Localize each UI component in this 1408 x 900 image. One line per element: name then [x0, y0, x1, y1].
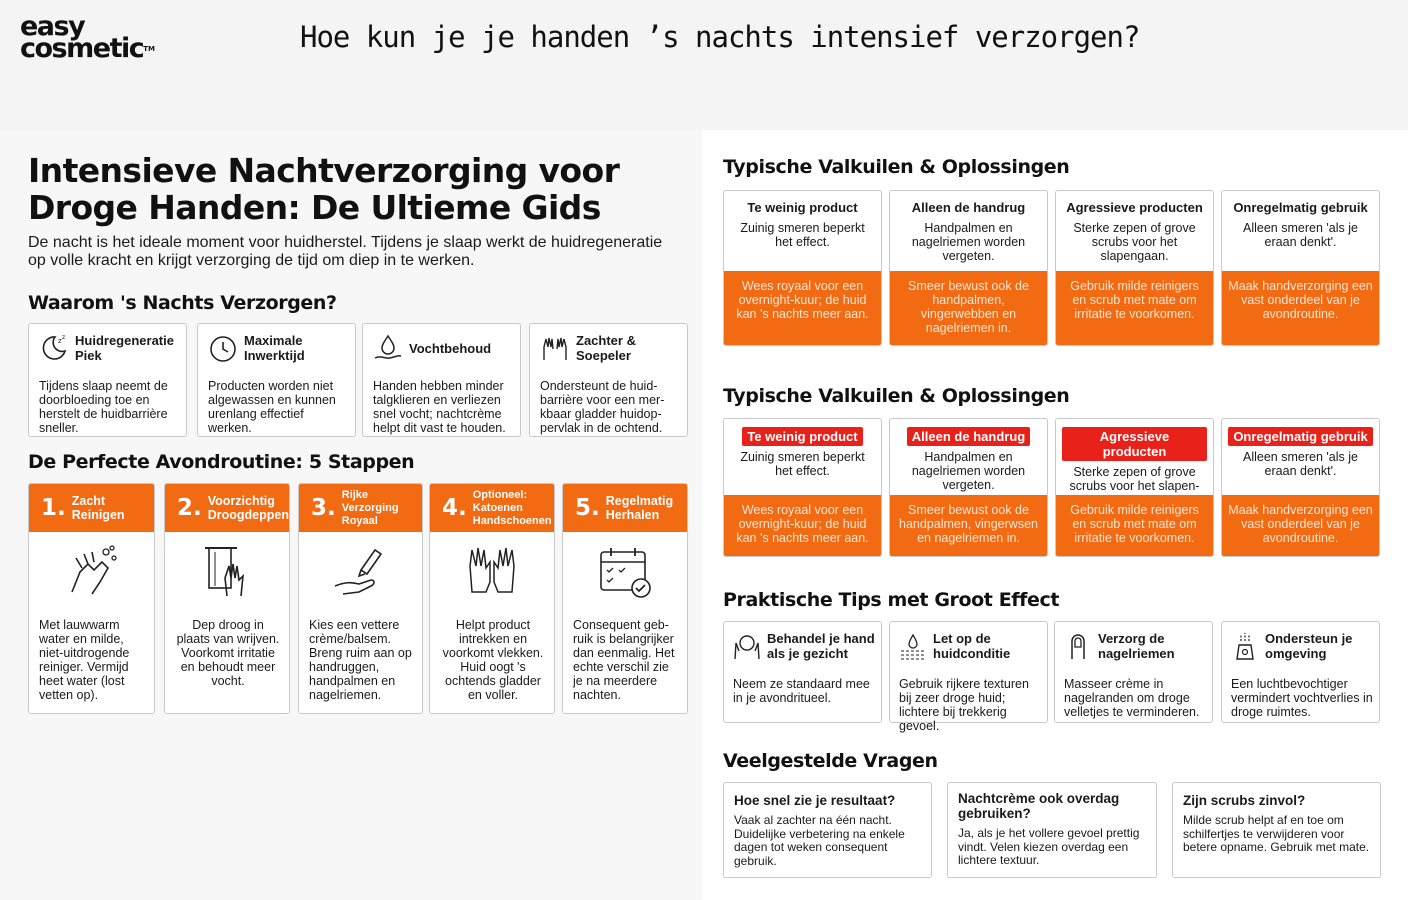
why-text: Producten worden niet algewassen en kunnen urenlang effectief werken.	[208, 379, 336, 435]
step-number: 5.	[575, 495, 600, 521]
why-card	[197, 323, 356, 437]
pitfall-solution: Maak handverzorging een vast onderdeel van je avondroutine.	[1222, 495, 1379, 556]
brand-logo	[20, 11, 180, 64]
pitfall-solution: Wees royaal voor een overnight-kuur; de huid kan 's nachts meer aan.	[724, 271, 881, 345]
pitfall-solution: Wees royaal voor een overnight-kuur; de huid kan 's nachts meer aan.	[724, 495, 881, 556]
why-title: Zachter & Soepeler	[576, 333, 636, 363]
pitfall-solution: Maak handverzorging een vast onderdeel van je avondroutine.	[1222, 271, 1379, 345]
pitfall-card	[1221, 418, 1380, 557]
humidifier-icon	[1231, 631, 1259, 661]
nail-icon	[1064, 631, 1092, 661]
tip-card	[1221, 621, 1380, 723]
guide-title: Intensieve Nachtverzorging voor Droge Handen: De Ultieme Gids	[28, 151, 620, 227]
tip-card	[889, 621, 1048, 733]
tip-card	[1054, 621, 1213, 723]
faq-question: Nachtcrème ook overdag gebruiken?	[958, 791, 1120, 821]
pitfall-problem: Alleen smeren 'als je eraan denkt'.	[1243, 221, 1358, 249]
tip-title: Behandel je hand als je gezicht	[767, 631, 875, 661]
step-text: Consequent geb- ruik is belangrijker dan eenmalig. Het echte verschil zie je na meerdere nachten.	[573, 618, 675, 702]
tips-heading: Praktische Tips met Groot Effect	[723, 589, 1060, 611]
pitfall-solution: Gebruik milde reinigers en scrub met mate om irritatie te voorkomen.	[1056, 271, 1213, 345]
cream-tube-hand-icon	[331, 542, 391, 602]
why-card	[28, 323, 187, 437]
guide-intro: De nacht is het ideale moment voor huidherstel. Tijdens je slaap werkt de huidregeneratie op volle kracht en krijgt verzorging de tijd om diep in te werken.	[28, 234, 663, 269]
step-label: Voorzichtig Droogdeppen	[207, 494, 289, 522]
routine-heading: De Perfecte Avondroutine: 5 Stappen	[28, 451, 415, 473]
pitfall-title: Alleen de handrug	[907, 427, 1030, 446]
gloves-icon	[462, 542, 522, 602]
pitfall-title: Te weinig product	[747, 200, 858, 215]
step-card	[164, 483, 290, 714]
why-title: Maximale Inwerktijd	[244, 333, 305, 363]
step-number: 1.	[41, 495, 66, 521]
tip-title: Let op de huidconditie	[933, 631, 1011, 661]
pitfall-title: Onregelmatig gebruik	[1233, 200, 1368, 215]
pitfall-solution: Smeer bewust ook de handpalmen, vingerwebben en nagelriemen in.	[890, 271, 1047, 345]
face-hands-icon	[733, 631, 761, 661]
pitfall-card	[889, 418, 1048, 557]
pitfall-problem: Alleen smeren 'als je eraan denkt'.	[1243, 450, 1358, 478]
pitfall-title: Onregelmatig gebruik	[1228, 427, 1372, 446]
tip-text: Een luchtbevochtiger vermindert vochtverlies in droge ruimtes.	[1231, 677, 1373, 719]
brand-name: cosmetic	[20, 33, 144, 64]
why-heading: Waarom 's Nachts Verzorgen?	[28, 292, 337, 314]
trademark: TM	[143, 45, 155, 53]
pitfall-problem: Sterke zepen of grove scrubs voor het slapen-	[1069, 465, 1200, 493]
tip-title: Ondersteun je omgeving	[1265, 631, 1353, 661]
clock-icon	[208, 333, 238, 363]
step-label: Regelmatig Herhalen	[605, 494, 674, 522]
skin-condition-icon	[899, 631, 927, 661]
pitfall-problem: Handpalmen en nagelriemen worden vergeten.	[911, 450, 1026, 492]
step-text: Helpt product intrekken en voorkomt vlekken. Huid oogt 's ochtends gladder en voller.	[442, 618, 544, 702]
step-card	[562, 483, 688, 714]
step-label: Optioneel: Katoenen Handschoenen	[472, 488, 552, 527]
pitfall-card	[889, 190, 1048, 346]
hands-icon	[540, 333, 570, 363]
svg-text:z: z	[62, 334, 66, 341]
pitfall-title: Agressieve producten	[1066, 200, 1203, 215]
tip-title: Verzorg de nagelriemen	[1098, 631, 1175, 661]
why-text: Tijdens slaap neemt de doorbloeding toe en herstelt de huidbarrière sneller.	[39, 379, 168, 435]
tip-text: Neem ze standaard mee in je avondritueel.	[733, 677, 870, 705]
pitfall-title: Te weinig product	[742, 427, 862, 446]
step-card	[28, 483, 155, 714]
step-text: Met lauwwarm water en milde, niet-uitdrogende reiniger. Vermijd heet water (lost vetten op).	[39, 618, 130, 702]
why-card	[362, 323, 521, 437]
pitfall-solution: Gebruik milde reinigers en scrub met mate om irritatie te voorkomen.	[1056, 495, 1213, 556]
faq-heading: Veelgestelde Vragen	[723, 750, 938, 772]
step-text: Dep droog in plaats van wrijven. Voorkomt irritatie en behoudt meer vocht.	[176, 618, 280, 688]
page-title: Hoe kun je je handen ’s nachts intensief verzorgen?	[300, 20, 1140, 54]
step-number: 2.	[177, 495, 202, 521]
faq-question: Zijn scrubs zinvol?	[1183, 793, 1306, 808]
step-number: 4.	[442, 495, 467, 521]
step-label: Rijke Verzorging Royaal	[341, 488, 399, 527]
pitfall-card	[1221, 190, 1380, 346]
pitfall-card	[1055, 190, 1214, 346]
pitfall-title: Alleen de handrug	[911, 200, 1026, 215]
why-title: Vochtbehoud	[409, 341, 492, 356]
pitfalls-heading: Typische Valkuilen & Oplossingen	[723, 156, 1070, 178]
faq-card	[723, 782, 932, 878]
why-title: Huidregeneratie Piek	[75, 333, 174, 363]
tip-text: Masseer crème in nagelranden om droge velletjes te verminderen.	[1064, 677, 1200, 719]
calendar-check-icon	[595, 542, 655, 602]
svg-text:z: z	[58, 337, 62, 345]
pitfall-card	[723, 190, 882, 346]
why-text: Ondersteunt de huid- barrière voor een mer- kbaar gladder huidop- pervlak in de ochtend.	[540, 379, 665, 435]
step-text: Kies een vettere crème/balsem. Breng ruim aan op handruggen, handpalmen en nagelriemen.	[309, 618, 412, 702]
brand-line-2	[20, 33, 180, 64]
pitfalls-heading: Typische Valkuilen & Oplossingen	[723, 385, 1070, 407]
faq-card	[1172, 782, 1381, 878]
tip-card	[723, 621, 882, 723]
pitfall-problem: Zuinig smeren beperkt het effect.	[740, 450, 865, 478]
washing-hands-icon	[62, 542, 122, 602]
brand-line-1: easy	[20, 11, 85, 42]
faq-question: Hoe snel zie je resultaat?	[734, 793, 896, 808]
faq-card	[947, 782, 1157, 878]
why-card	[529, 323, 688, 437]
step-card	[429, 483, 555, 714]
pitfall-problem: Handpalmen en nagelriemen worden vergeten.	[911, 221, 1026, 263]
droplet-hand-icon	[373, 333, 403, 363]
step-number: 3.	[311, 495, 336, 521]
pitfall-solution: Smeer bewust ook de handpalmen, vingerwsen en nagelriemen in.	[890, 495, 1047, 556]
pitfall-title: Agressieve producten	[1062, 427, 1207, 461]
tip-text: Gebruik rijkere texturen bij zeer droge huid; lichtere bij trekkerig gevoel.	[899, 677, 1029, 733]
faq-answer: Vaak al zachter na één nacht. Duidelijke verbetering na enkele dagen tot weken consequent gebruik.	[734, 813, 905, 868]
pitfall-card	[1055, 418, 1214, 557]
towel-hand-icon	[197, 542, 257, 602]
pitfall-problem: Zuinig smeren beperkt het effect.	[740, 221, 865, 249]
faq-answer: Ja, als je het vollere gevoel prettig vindt. Velen kiezen overdag een lichtere textuur.	[958, 826, 1140, 867]
why-text: Handen hebben minder talgklieren en verliezen snel vocht; nachtcrème helpt dit vast te houden.	[373, 379, 506, 435]
step-label: Zacht Reinigen	[71, 494, 125, 522]
faq-answer: Milde scrub helpt af en toe om schilfertjes te verwijderen voor betere opname. Gebruik met mate.	[1183, 813, 1370, 854]
pitfall-problem: Sterke zepen of grove scrubs voor het slapengaan.	[1073, 221, 1196, 263]
pitfall-card	[723, 418, 882, 557]
step-card	[298, 483, 423, 714]
moon-sleep-icon	[39, 333, 69, 363]
